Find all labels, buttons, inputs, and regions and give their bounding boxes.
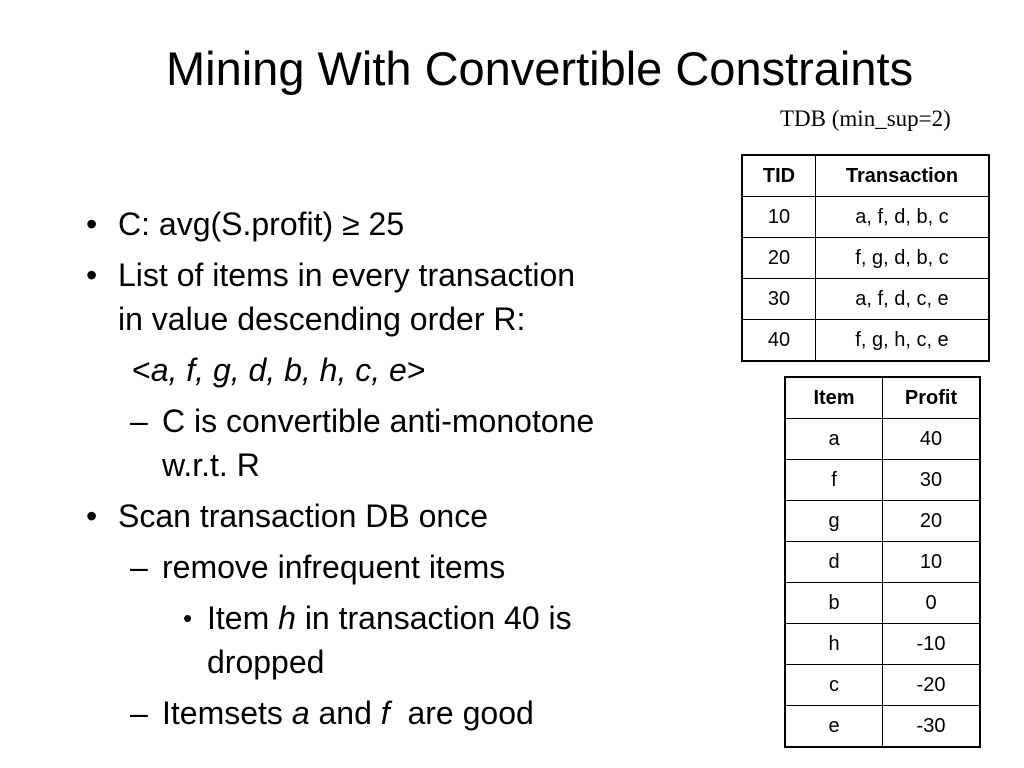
bullet-text: remove infrequent items (162, 549, 506, 585)
bullet-text: w.r.t. R (162, 447, 260, 483)
table-row (785, 542, 980, 583)
profit-table (784, 376, 981, 748)
cell-item: a (785, 419, 883, 460)
bullet-marker: • (86, 257, 98, 293)
bullet-marker: • (183, 603, 193, 633)
cell-transaction: f, g, h, c, e (816, 320, 990, 362)
table-row (785, 706, 980, 748)
cell-profit: 10 (883, 542, 981, 583)
cell-item: b (785, 583, 883, 624)
item-a: a (291, 695, 310, 731)
cell-profit: 40 (883, 419, 981, 460)
bullet-text: dropped (207, 644, 325, 680)
table-header-row (785, 377, 980, 419)
bullet-text: in transaction 40 is (295, 600, 572, 636)
sub-bullet-remove (80, 545, 720, 589)
sequence-close: > (406, 352, 426, 388)
cell-transaction: f, g, d, b, c (816, 238, 990, 279)
bullet-text: in value descending order R: (118, 301, 526, 337)
header-profit: Profit (883, 377, 981, 419)
table-row (742, 279, 989, 320)
table-row (742, 320, 989, 362)
sub-bullet-convertible-cont (80, 443, 720, 487)
cell-item: c (785, 665, 883, 706)
table-row (785, 583, 980, 624)
cell-tid: 10 (742, 197, 816, 238)
cell-item: d (785, 542, 883, 583)
table-row (785, 501, 980, 542)
table-row (742, 197, 989, 238)
bullet-text: Scan transaction DB once (118, 498, 488, 534)
table-row (785, 665, 980, 706)
table-row (785, 624, 980, 665)
bullet-marker: • (86, 206, 98, 242)
bullet-text: Item (207, 600, 279, 636)
item-f: f (380, 695, 390, 731)
cell-profit: 30 (883, 460, 981, 501)
cell-profit: -20 (883, 665, 981, 706)
cell-tid: 30 (742, 279, 816, 320)
cell-item: f (785, 460, 883, 501)
table-row (785, 460, 980, 501)
bullet-item-list-cont (80, 297, 720, 341)
dash-marker: – (130, 403, 148, 439)
sub-bullet-good (80, 691, 720, 735)
header-item: Item (785, 377, 883, 419)
cell-tid: 40 (742, 320, 816, 362)
dash-marker: – (130, 549, 148, 585)
dash-marker: – (130, 695, 148, 731)
table-caption: TDB (min_sup=2) (780, 106, 951, 131)
bullet-list (80, 202, 720, 735)
item-h: h (278, 600, 296, 636)
bullet-text: C: avg(S.profit) ≥ 25 (118, 206, 405, 242)
bullet-constraint (80, 202, 720, 246)
bullet-scan (80, 494, 720, 538)
header-transaction: Transaction (816, 155, 990, 197)
bullet-text: List of items in every transaction (118, 257, 576, 293)
sequence-open: < (132, 352, 151, 388)
cell-profit: -30 (883, 706, 981, 748)
bullet-text: are good (389, 695, 534, 731)
header-tid: TID (742, 155, 816, 197)
order-sequence (80, 348, 720, 392)
cell-transaction: a, f, d, b, c (816, 197, 990, 238)
bullet-text: and (309, 695, 381, 731)
cell-item: g (785, 501, 883, 542)
sub-bullet-convertible (80, 399, 720, 443)
cell-item: h (785, 624, 883, 665)
transaction-table (741, 154, 990, 362)
cell-profit: -10 (883, 624, 981, 665)
slide-title: Mining With Convertible Constraints (166, 42, 914, 95)
cell-profit: 20 (883, 501, 981, 542)
bullet-marker: • (86, 498, 98, 534)
cell-profit: 0 (883, 583, 981, 624)
sub-sub-bullet-dropped-cont (80, 640, 720, 684)
bullet-text: Itemsets (162, 695, 292, 731)
sequence-items: a, f, g, d, b, h, c, e (150, 352, 407, 388)
cell-tid: 20 (742, 238, 816, 279)
bullet-item-list (80, 253, 720, 297)
sub-sub-bullet-dropped (80, 596, 720, 640)
table-header-row (742, 155, 989, 197)
table-row (742, 238, 989, 279)
cell-transaction: a, f, d, c, e (816, 279, 990, 320)
table-row (785, 419, 980, 460)
bullet-text: C is convertible anti-monotone (162, 403, 595, 439)
cell-item: e (785, 706, 883, 748)
